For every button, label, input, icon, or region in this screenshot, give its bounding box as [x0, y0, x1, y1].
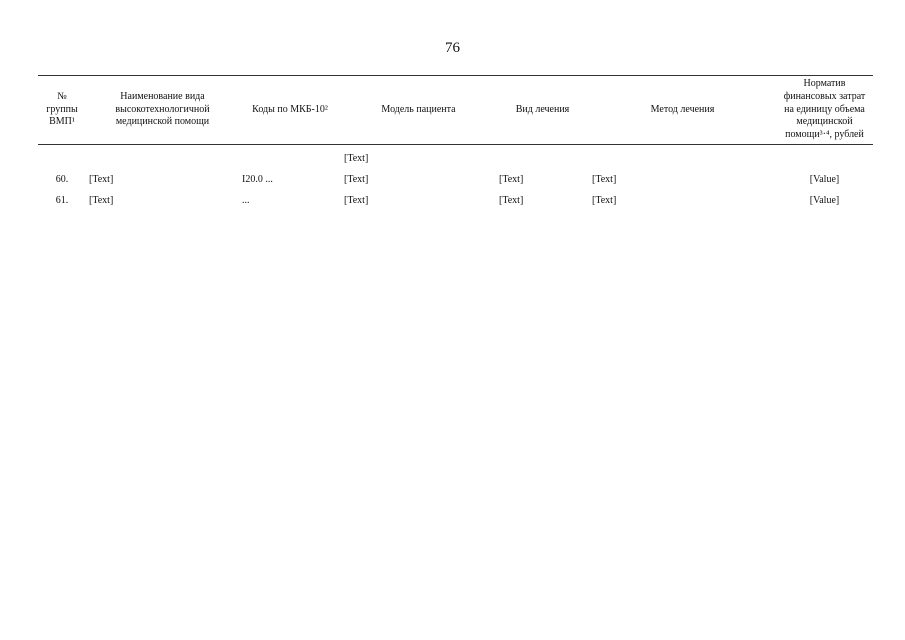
table-row	[38, 174, 873, 187]
header-cost-norm: Норматив финансовых затрат на единицу объема медицинской помощи³·⁴, рублей	[783, 78, 866, 141]
row-treatment-type	[496, 153, 589, 166]
row-method: [Text]	[592, 173, 617, 185]
table-row	[38, 153, 873, 166]
row-name: [Text]	[89, 194, 114, 206]
row-method	[589, 153, 776, 166]
page-number: 76	[445, 40, 460, 56]
header-group-number: № группы ВМП¹	[46, 90, 78, 128]
row-treatment-type: [Text]	[499, 173, 524, 185]
header-name: Наименование вида высокотехнологичной медицинской помощи	[115, 90, 210, 128]
row-norm	[776, 153, 873, 166]
header-treatment-method: Метод лечения	[650, 103, 715, 115]
row-number: 60.	[55, 173, 69, 185]
vmp-table	[38, 75, 873, 207]
row-norm: [Value]	[809, 194, 840, 206]
row-model: [Text]	[344, 173, 369, 185]
table-row	[38, 195, 873, 208]
row-number	[38, 153, 86, 166]
header-treatment-type: Вид лечения	[515, 103, 570, 115]
row-name	[86, 153, 239, 166]
row-model: [Text]	[344, 194, 369, 206]
row-codes	[239, 153, 341, 166]
row-method: [Text]	[592, 194, 617, 206]
row-norm: [Value]	[809, 173, 840, 185]
header-icd-codes: Коды по МКБ-10²	[252, 103, 328, 115]
row-model: [Text]	[344, 152, 369, 164]
row-codes: I20.0 ...	[242, 173, 273, 185]
row-treatment-type: [Text]	[499, 194, 524, 206]
table-header-row	[38, 76, 873, 145]
vmp-table-container	[38, 75, 873, 207]
row-name: [Text]	[89, 173, 114, 185]
row-number: 61.	[55, 194, 69, 206]
row-codes: ...	[242, 194, 250, 206]
header-patient-model: Модель пациента	[381, 103, 456, 115]
